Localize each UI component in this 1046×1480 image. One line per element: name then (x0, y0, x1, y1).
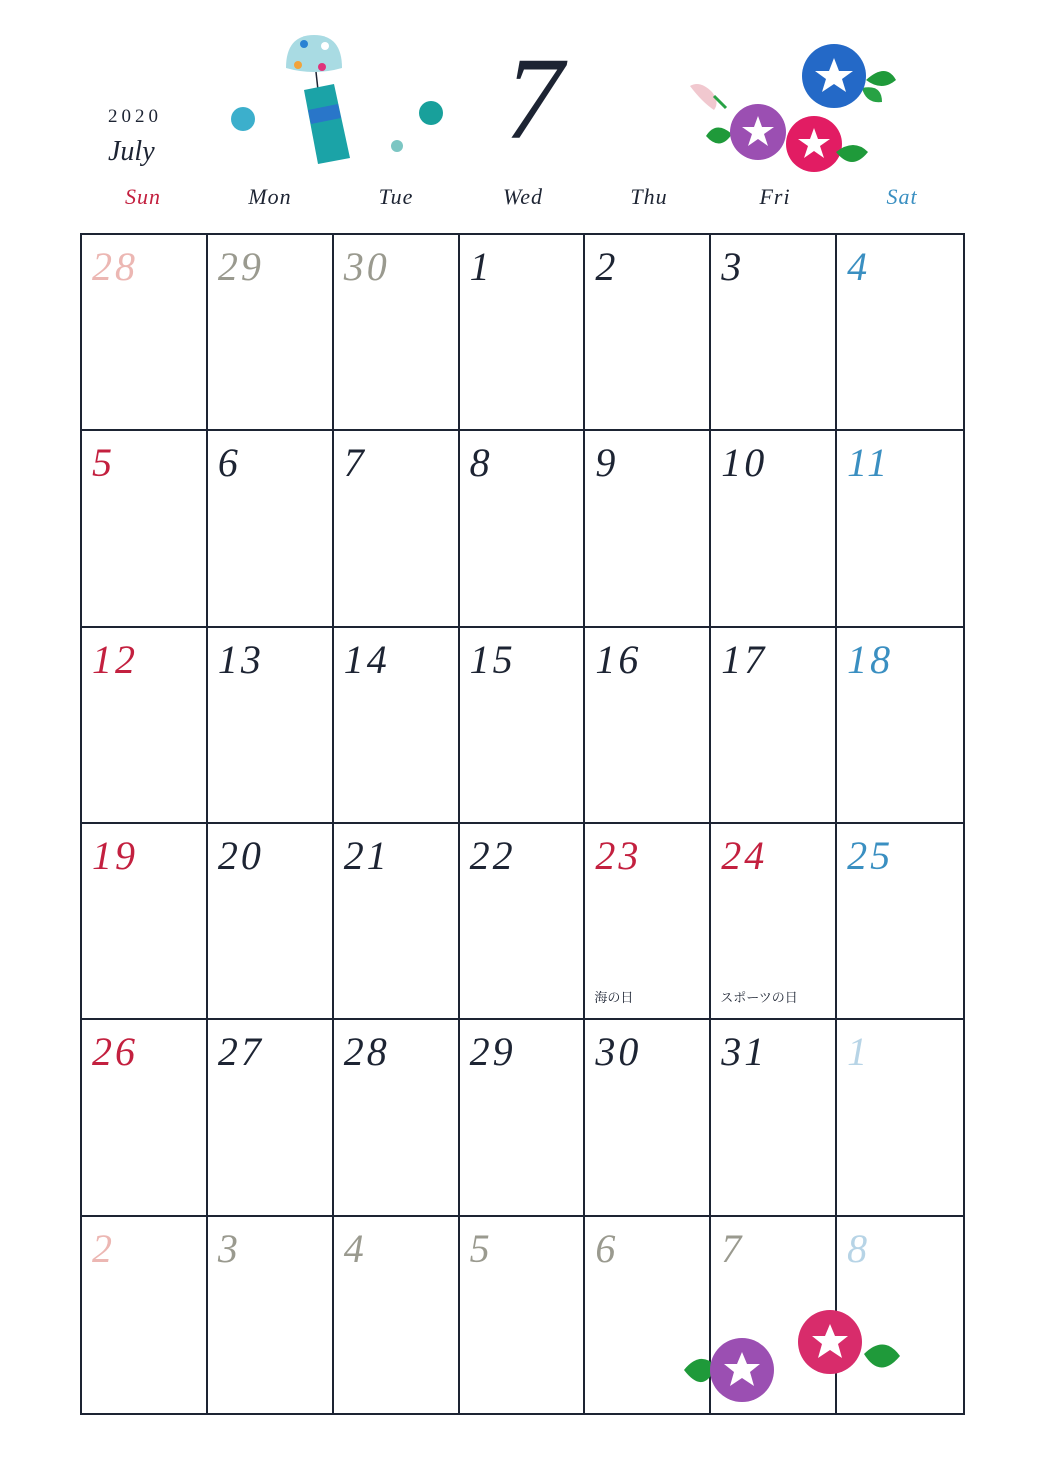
day-number: 9 (595, 440, 619, 486)
day-cell[interactable] (837, 628, 963, 824)
month-name: July (108, 136, 155, 167)
day-number: 18 (847, 636, 894, 682)
year-label: 2020 (108, 106, 162, 127)
day-cell[interactable] (82, 628, 208, 824)
day-cell[interactable] (208, 1020, 334, 1216)
day-number: 29 (217, 244, 264, 289)
weekday-tue: Tue (378, 184, 414, 209)
day-cell[interactable] (82, 824, 208, 1020)
water-drop-icon (391, 140, 403, 152)
weekday-thu: Thu (630, 184, 668, 209)
day-number: 8 (847, 1225, 871, 1271)
day-cell[interactable] (460, 824, 586, 1020)
day-number: 31 (721, 1029, 768, 1075)
weekday-mon: Mon (248, 184, 292, 209)
day-cell[interactable] (334, 1020, 460, 1216)
day-number: 30 (595, 1029, 642, 1075)
day-number: 4 (847, 244, 871, 289)
day-cell[interactable] (334, 628, 460, 824)
leaf-icon (862, 87, 882, 102)
day-number: 4 (343, 1225, 367, 1271)
weekday-sun: Sun (125, 184, 161, 209)
day-number: 7 (343, 440, 367, 486)
weekday-wed: Wed (502, 184, 544, 209)
day-number: 6 (595, 1225, 619, 1271)
day-number: 12 (92, 636, 138, 682)
day-cell[interactable] (334, 824, 460, 1020)
day-number: 20 (217, 832, 264, 878)
day-number: 30 (343, 244, 390, 289)
day-cell[interactable] (711, 824, 837, 1020)
day-number: 3 (721, 244, 745, 289)
day-number: 25 (847, 832, 894, 878)
day-number: 13 (217, 636, 264, 682)
day-cell[interactable] (82, 1020, 208, 1216)
day-number: 17 (721, 636, 768, 682)
leaf-icon (866, 71, 896, 86)
month-number: 7 (504, 33, 564, 164)
day-number: 5 (469, 1225, 493, 1271)
day-cell[interactable] (334, 235, 460, 431)
day-number: 3 (217, 1225, 241, 1271)
day-cell[interactable] (334, 1217, 460, 1413)
day-cell[interactable] (837, 824, 963, 1020)
wind-chime-icon (226, 30, 456, 170)
day-number: 21 (343, 832, 390, 878)
day-number: 26 (92, 1029, 138, 1075)
morning-glory-flower-icon (680, 1300, 910, 1410)
day-number: 28 (92, 244, 138, 289)
day-number: 19 (92, 832, 138, 878)
day-cell[interactable] (460, 235, 586, 431)
water-drop-icon (231, 107, 255, 131)
day-number: 22 (469, 832, 516, 878)
day-number: 1 (847, 1029, 871, 1075)
day-number: 6 (217, 440, 241, 486)
day-cell[interactable] (837, 431, 963, 627)
weekday-fri: Fri (759, 184, 791, 209)
day-cell[interactable] (334, 431, 460, 627)
weekday-sat: Sat (886, 184, 918, 209)
day-number: 28 (343, 1029, 390, 1075)
day-number: 10 (721, 440, 768, 486)
day-cell[interactable] (585, 628, 711, 824)
day-cell[interactable] (208, 628, 334, 824)
day-number: 15 (469, 636, 516, 682)
leaf-icon (864, 1344, 900, 1367)
day-cell[interactable] (585, 824, 711, 1020)
day-cell[interactable] (837, 235, 963, 431)
day-cell[interactable] (711, 235, 837, 431)
day-cell[interactable] (208, 1217, 334, 1413)
day-number: 23 (595, 832, 642, 878)
day-cell[interactable] (82, 431, 208, 627)
day-number: 24 (721, 832, 768, 878)
day-cell[interactable] (460, 1020, 586, 1216)
calendar-grid (80, 233, 965, 1415)
day-cell[interactable] (711, 431, 837, 627)
day-number: 7 (721, 1225, 745, 1271)
day-cell[interactable] (208, 235, 334, 431)
day-cell[interactable] (460, 431, 586, 627)
day-cell[interactable] (837, 1020, 963, 1216)
leaf-icon (706, 127, 732, 143)
water-drop-icon (419, 101, 443, 125)
day-cell[interactable] (585, 431, 711, 627)
day-cell[interactable] (82, 1217, 208, 1413)
day-cell[interactable] (711, 628, 837, 824)
day-number: 2 (92, 1225, 115, 1271)
day-number: 1 (469, 244, 493, 289)
day-number: 14 (343, 636, 390, 682)
day-number: 5 (92, 440, 115, 486)
holiday-label: 海の日 (594, 991, 634, 1007)
day-cell[interactable] (585, 1020, 711, 1216)
day-number: 8 (469, 440, 493, 486)
day-cell[interactable] (711, 1020, 837, 1216)
day-cell[interactable] (460, 628, 586, 824)
day-number: 11 (847, 440, 891, 486)
day-cell[interactable] (82, 235, 208, 431)
day-cell[interactable] (585, 235, 711, 431)
morning-glory-flower-icon (686, 40, 906, 180)
day-number: 2 (595, 244, 619, 289)
day-number: 29 (469, 1029, 516, 1075)
holiday-label: スポーツの日 (720, 991, 798, 1007)
day-number: 27 (217, 1029, 264, 1075)
day-cell[interactable] (208, 431, 334, 627)
day-cell[interactable] (208, 824, 334, 1020)
day-cell[interactable] (460, 1217, 586, 1413)
day-number: 16 (595, 636, 642, 682)
